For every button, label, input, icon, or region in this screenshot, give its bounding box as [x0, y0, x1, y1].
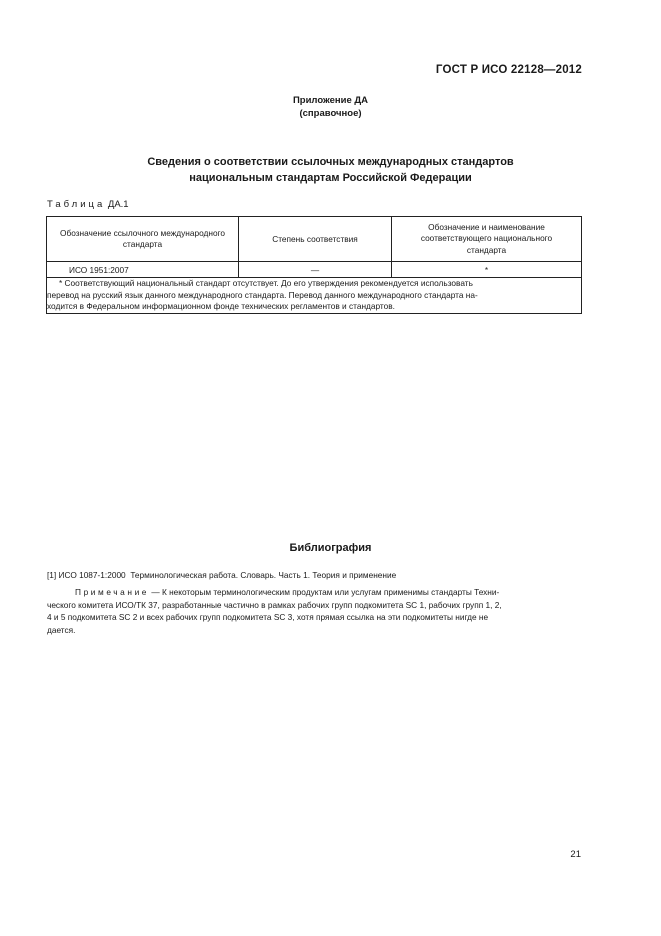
footnote-line2: перевод на русский язык данного международного стандарта. Перевод данного международного стандарта на- [47, 289, 478, 300]
note-line4: дается. [47, 624, 76, 635]
cell-ref-standard: ИСО 1951:2007 [47, 262, 239, 278]
table-footnote [47, 278, 582, 314]
footnote-mark: * [59, 278, 63, 288]
correspondence-table [46, 216, 582, 314]
bib-entry-number: [1] [47, 570, 57, 580]
header-national-line1: Обозначение и наименование [428, 221, 545, 232]
cell-degree: — [239, 262, 392, 278]
bibliography-entry [47, 570, 396, 580]
bibliography-note [47, 586, 582, 636]
table-header-row [47, 217, 582, 262]
note-label: Примечание [75, 587, 150, 597]
header-ref-standard-line2: стандарта [122, 239, 163, 249]
header-national-line3: стандарта [466, 244, 507, 255]
table-caption-number: ДА.1 [107, 199, 129, 210]
header-ref-standard [47, 217, 239, 262]
page-number: 21 [570, 849, 581, 860]
table-footnote-row [47, 278, 582, 314]
header-national-line2: соответствующего национального [420, 233, 553, 244]
appendix-block [0, 94, 661, 120]
standard-code-header: ГОСТ Р ИСО 22128—2012 [435, 64, 582, 76]
table-row [47, 262, 582, 278]
table-caption [47, 199, 129, 210]
note-line1: — К некоторым терминологическим продуктам или услугам применимы стандарты Техни- [151, 587, 500, 597]
footnote-line3: ходится в Федеральном информационном фонде технических регламентов и стандартов. [47, 301, 395, 311]
appendix-type: (справочное) [299, 108, 362, 119]
section-title [0, 154, 661, 186]
header-ref-standard-line1: Обозначение ссылочного международного [59, 228, 226, 238]
appendix-label: Приложение ДА [292, 95, 369, 106]
note-line3: 4 и 5 подкомитета SC 2 и всех рабочих групп подкомитета SC 3, хотя прямая ссылка на эти подкомитеты нигде не [47, 612, 489, 622]
table-caption-prefix: Таблица [47, 199, 106, 210]
section-title-line2: национальным стандартам Российской Федерации [189, 172, 472, 184]
header-degree: Степень соответствия [239, 217, 392, 262]
footnote-line1: Соответствующий национальный стандарт отсутствует. До его утверждения рекомендуется использовать [64, 278, 473, 288]
cell-national-standard: * [392, 262, 582, 278]
bib-entry-title: Терминологическая работа. Словарь. Часть 1. Теория и применение [130, 570, 397, 580]
note-line2: ческого комитета ИСО/ТК 37, разработанные частично в рамках рабочих групп подкомитета SC 1, рабочих групп 1, 2, [47, 599, 502, 610]
bibliography-heading: Библиография [289, 542, 372, 554]
bib-entry-code: ИСО 1087-1:2000 [58, 570, 126, 580]
section-title-line1: Сведения о соответствии ссылочных международных стандартов [147, 156, 514, 168]
header-national-standard [392, 217, 582, 262]
